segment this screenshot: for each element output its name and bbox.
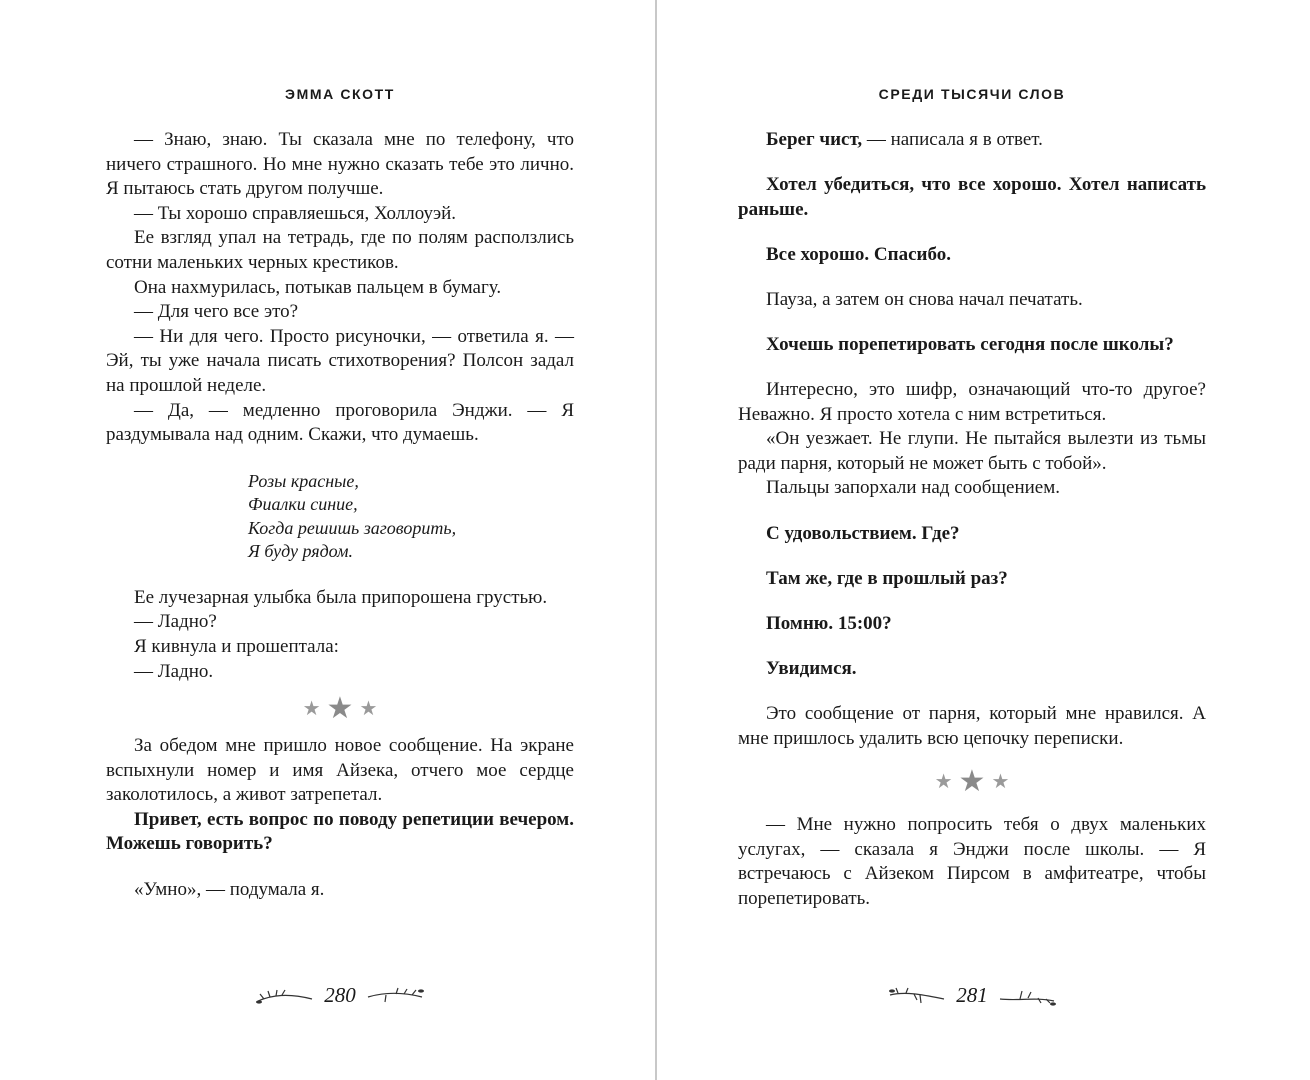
text-message-bold: Все хорошо. Спасибо.	[766, 243, 951, 265]
text-message-bold: Привет, есть вопрос по поводу репетиции вечером. Можешь говорить?	[106, 808, 574, 855]
left-page-body	[106, 128, 574, 902]
star-icon: ★	[326, 692, 354, 726]
running-head-author: ЭММА СКОТТ	[285, 86, 395, 102]
narration: — написала я в ответ.	[862, 129, 1043, 150]
text-message-bold: Берег чист,	[766, 129, 863, 150]
text-message-bold: С удовольствием. Где?	[766, 522, 960, 544]
paragraph: — Да, — медленно проговорила Энджи. — Я раздумывала над одним. Скажи, что думаешь.	[106, 399, 574, 446]
text-message-bold: Помню. 15:00?	[766, 612, 892, 634]
paragraph: «Умно», — подумала я.	[134, 878, 325, 900]
paragraph: За обедом мне пришло новое сообщение. На экране вспыхнули номер и имя Айзека, отчего мое сердце заколотилось, а живот затрепетал.	[106, 735, 574, 806]
gutter-divider	[655, 0, 657, 1080]
section-break-stars	[106, 684, 574, 734]
paragraph: — Мне нужно попросить тебя о двух маленьких услугах, — сказала я Энджи после школы. — Я встречаюсь с Айзеком Пирсом в амфитеатре, чтобы порепетировать.	[738, 814, 1206, 909]
poem-line: Розы красные,	[248, 470, 359, 491]
text-message-bold: Хочешь порепетировать сегодня после школы?	[766, 333, 1174, 355]
right-page-body	[738, 128, 1206, 911]
section-break-stars	[738, 751, 1206, 813]
paragraph: Интересно, это шифр, означающий что-то другое? Неважно. Я просто хотела с ним встретиться.	[738, 379, 1206, 425]
paragraph: «Он уезжает. Не глупи. Не пытайся вылезти из тьмы ради парня, который не может быть с тобой».	[738, 428, 1206, 474]
running-head-title: СРЕДИ ТЫСЯЧИ СЛОВ	[878, 86, 1066, 102]
page-number: 280	[324, 983, 356, 1007]
poem-line: Фиалки синие,	[248, 494, 358, 515]
poem-block	[248, 470, 574, 564]
paragraph: — Ладно?	[134, 611, 217, 633]
paragraph: Пальцы запорхали над сообщением.	[766, 477, 1060, 499]
vine-ornament-right-icon	[366, 985, 426, 1007]
poem-line: Я буду рядом.	[248, 541, 353, 562]
paragraph: — Ладно.	[134, 660, 214, 682]
paragraph: — Для чего все это?	[134, 301, 299, 323]
vine-ornament-right-icon	[998, 985, 1058, 1007]
vine-ornament-left-icon	[254, 985, 314, 1007]
paragraph: Это сообщение от парня, который мне нравился. А мне пришлось удалить всю цепочку переписки.	[738, 702, 1206, 749]
text-message-bold: Хотел убедиться, что все хорошо. Хотел написать раньше.	[738, 174, 1206, 220]
star-icon: ★	[958, 765, 986, 799]
star-icon: ★	[991, 771, 1010, 794]
left-page	[106, 0, 574, 1080]
paragraph: Она нахмурилась, потыкав пальцем в бумагу.	[134, 276, 502, 298]
vine-ornament-left-icon	[886, 985, 946, 1007]
paragraph: — Знаю, знаю. Ты сказала мне по телефону, что ничего страшного. Но мне нужно сказать тебе это лично. Я пытаюсь стать другом получше.	[106, 129, 574, 200]
star-icon: ★	[359, 698, 378, 721]
right-page	[738, 0, 1206, 1080]
page-footer	[106, 983, 574, 1008]
text-message-bold: Там же, где в прошлый раз?	[766, 567, 1008, 589]
poem-line: Когда решишь заговорить,	[248, 517, 457, 538]
paragraph	[738, 128, 1206, 153]
page-footer	[738, 983, 1206, 1008]
paragraph: Ее лучезарная улыбка была припорошена грустью.	[134, 586, 548, 608]
paragraph: — Ты хорошо справляешься, Холлоуэй.	[134, 202, 457, 224]
star-icon: ★	[934, 771, 953, 794]
star-icon: ★	[302, 698, 321, 721]
paragraph: Ее взгляд упал на тетрадь, где по полям расползлись сотни маленьких черных крестиков.	[106, 227, 574, 273]
paragraph: Пауза, а затем он снова начал печатать.	[766, 288, 1083, 310]
page-number: 281	[956, 983, 988, 1007]
text-message-bold: Увидимся.	[766, 657, 857, 679]
paragraph: — Ни для чего. Просто рисуночки, — ответила я. — Эй, ты уже начала писать стихотворения? Полсон задал на прошлой неделе.	[106, 325, 574, 396]
paragraph: Я кивнула и прошептала:	[134, 635, 339, 657]
